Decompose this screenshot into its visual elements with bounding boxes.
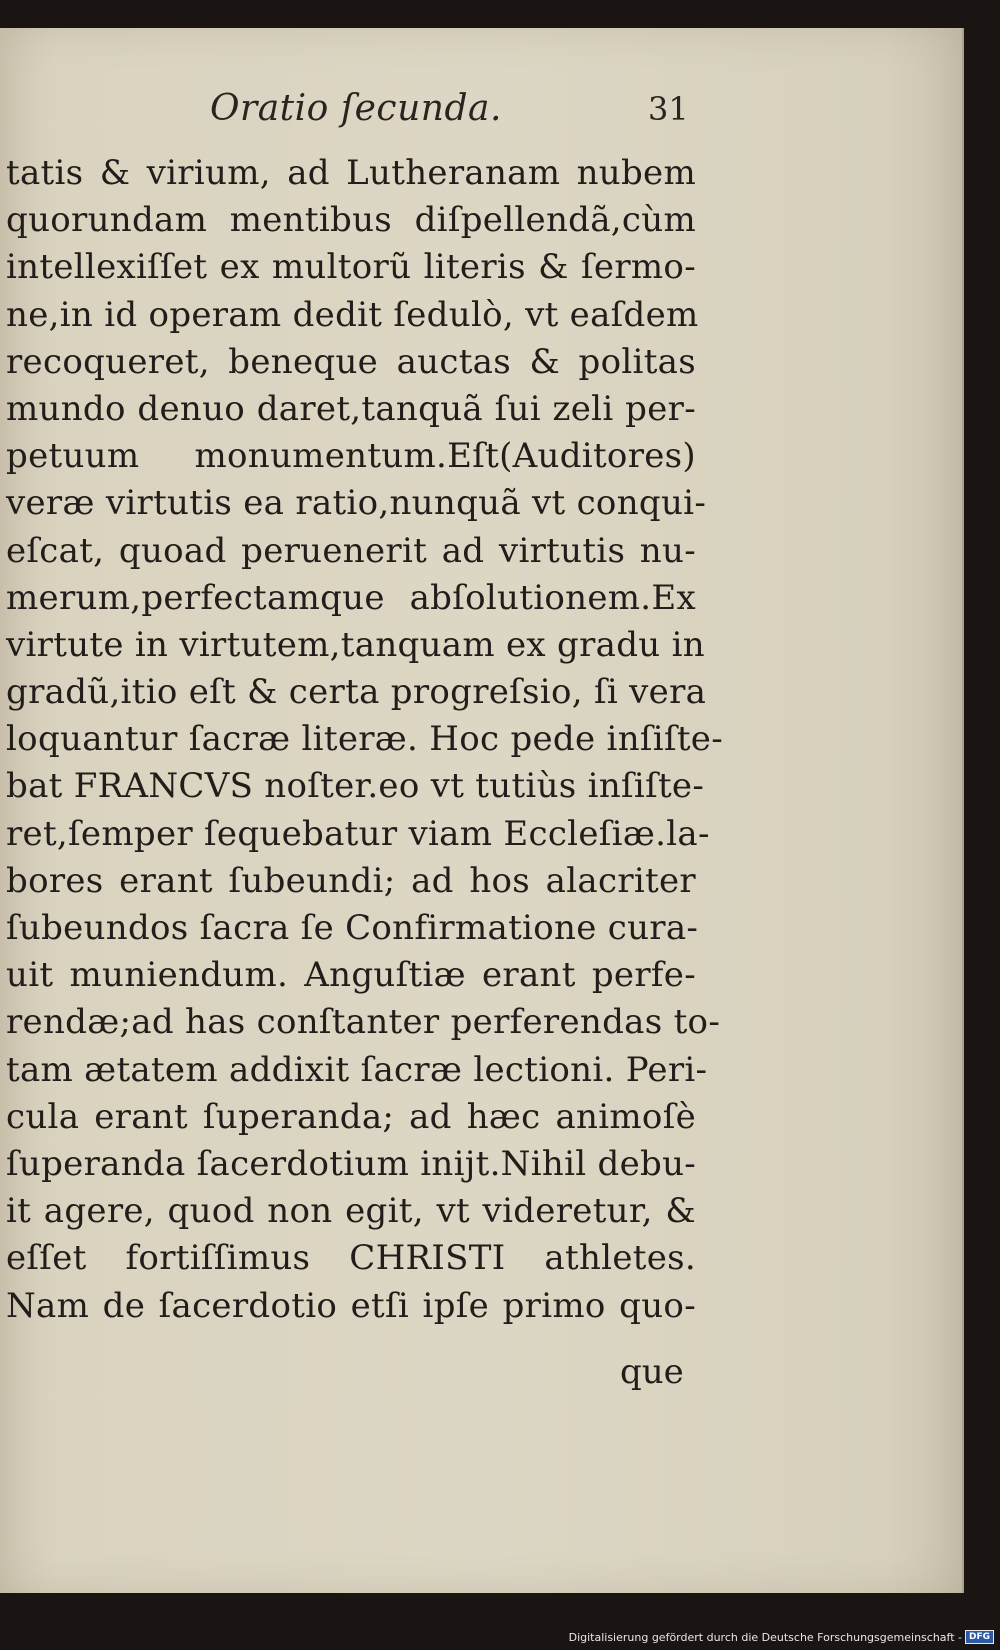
text-line: gradũ,itio eſt & certa progreſsio, ſi vera <box>6 672 707 713</box>
text-line: uit muniendum. Anguſtiæ erant perfe- <box>6 955 696 996</box>
funding-credit: Digitalisierung gefördert durch die Deutsche Forschungsgemeinschaft - <box>568 1630 962 1644</box>
text-line: ſuperanda ſacerdotium inijt.Nihil debu- <box>6 1143 697 1184</box>
text-line: quorundam mentibus diſpellendã,cùm <box>6 200 696 241</box>
text-line: tatis & virium, ad Lutheranam nubem <box>6 153 696 193</box>
dfg-logo-icon: DFG <box>965 1630 994 1644</box>
text-line: virtute in virtutem,tanquam ex gradu in <box>6 624 705 665</box>
text-line: cula erant ſuperanda; ad hæc animoſè <box>6 1096 696 1137</box>
text-line: it agere, quod non egit, vt videretur, & <box>6 1191 696 1232</box>
text-line: veræ virtutis ea ratio,nunquã vt conqui- <box>6 483 707 524</box>
book-page <box>0 28 964 1593</box>
catchword: que <box>620 1352 684 1392</box>
text-line: bat FRANCVS noſter.eo vt tutiùs inſiſte- <box>6 766 705 807</box>
text-line: intellexiſſet ex multorũ literis & ſermo- <box>6 247 696 288</box>
digitization-footer <box>569 1630 994 1644</box>
text-line: mundo denuo daret,tanquã ſui zeli per- <box>6 388 696 429</box>
text-line: rendæ;ad has conſtanter perferendas to- <box>6 1002 721 1043</box>
text-line: bores erant ſubeundi; ad hos alacriter <box>6 860 696 901</box>
text-line: ne,in id operam dedit ſedulò, vt eaſdem <box>6 294 699 335</box>
text-line: eſſet fortiſſimus CHRISTI athletes. <box>6 1238 696 1279</box>
text-line: petuum monumentum.Eſt(Auditores) <box>6 436 696 477</box>
text-line: recoqueret, beneque auctas & politas <box>6 341 696 382</box>
text-line: ſubeundos ſacra ſe Confirmatione cura- <box>6 908 699 948</box>
body-text <box>6 150 724 1330</box>
text-line: tam ætatem addixit ſacræ lectioni. Peri- <box>6 1049 708 1090</box>
text-line: loquantur ſacræ literæ. Hoc pede inſiſte- <box>6 719 724 760</box>
text-line: eſcat, quoad peruenerit ad virtutis nu- <box>6 530 696 571</box>
running-title: Oratio ſecunda. <box>210 88 502 129</box>
text-line: Nam de ſacerdotio etſi ipſe primo quo- <box>6 1285 696 1326</box>
page-header <box>0 88 962 138</box>
page-number: 31 <box>648 90 689 128</box>
text-line: ret,ſemper ſequebatur viam Eccleſiæ.la- <box>6 813 710 854</box>
text-line: merum,perfectamque abſolutionem.Ex <box>6 577 696 618</box>
